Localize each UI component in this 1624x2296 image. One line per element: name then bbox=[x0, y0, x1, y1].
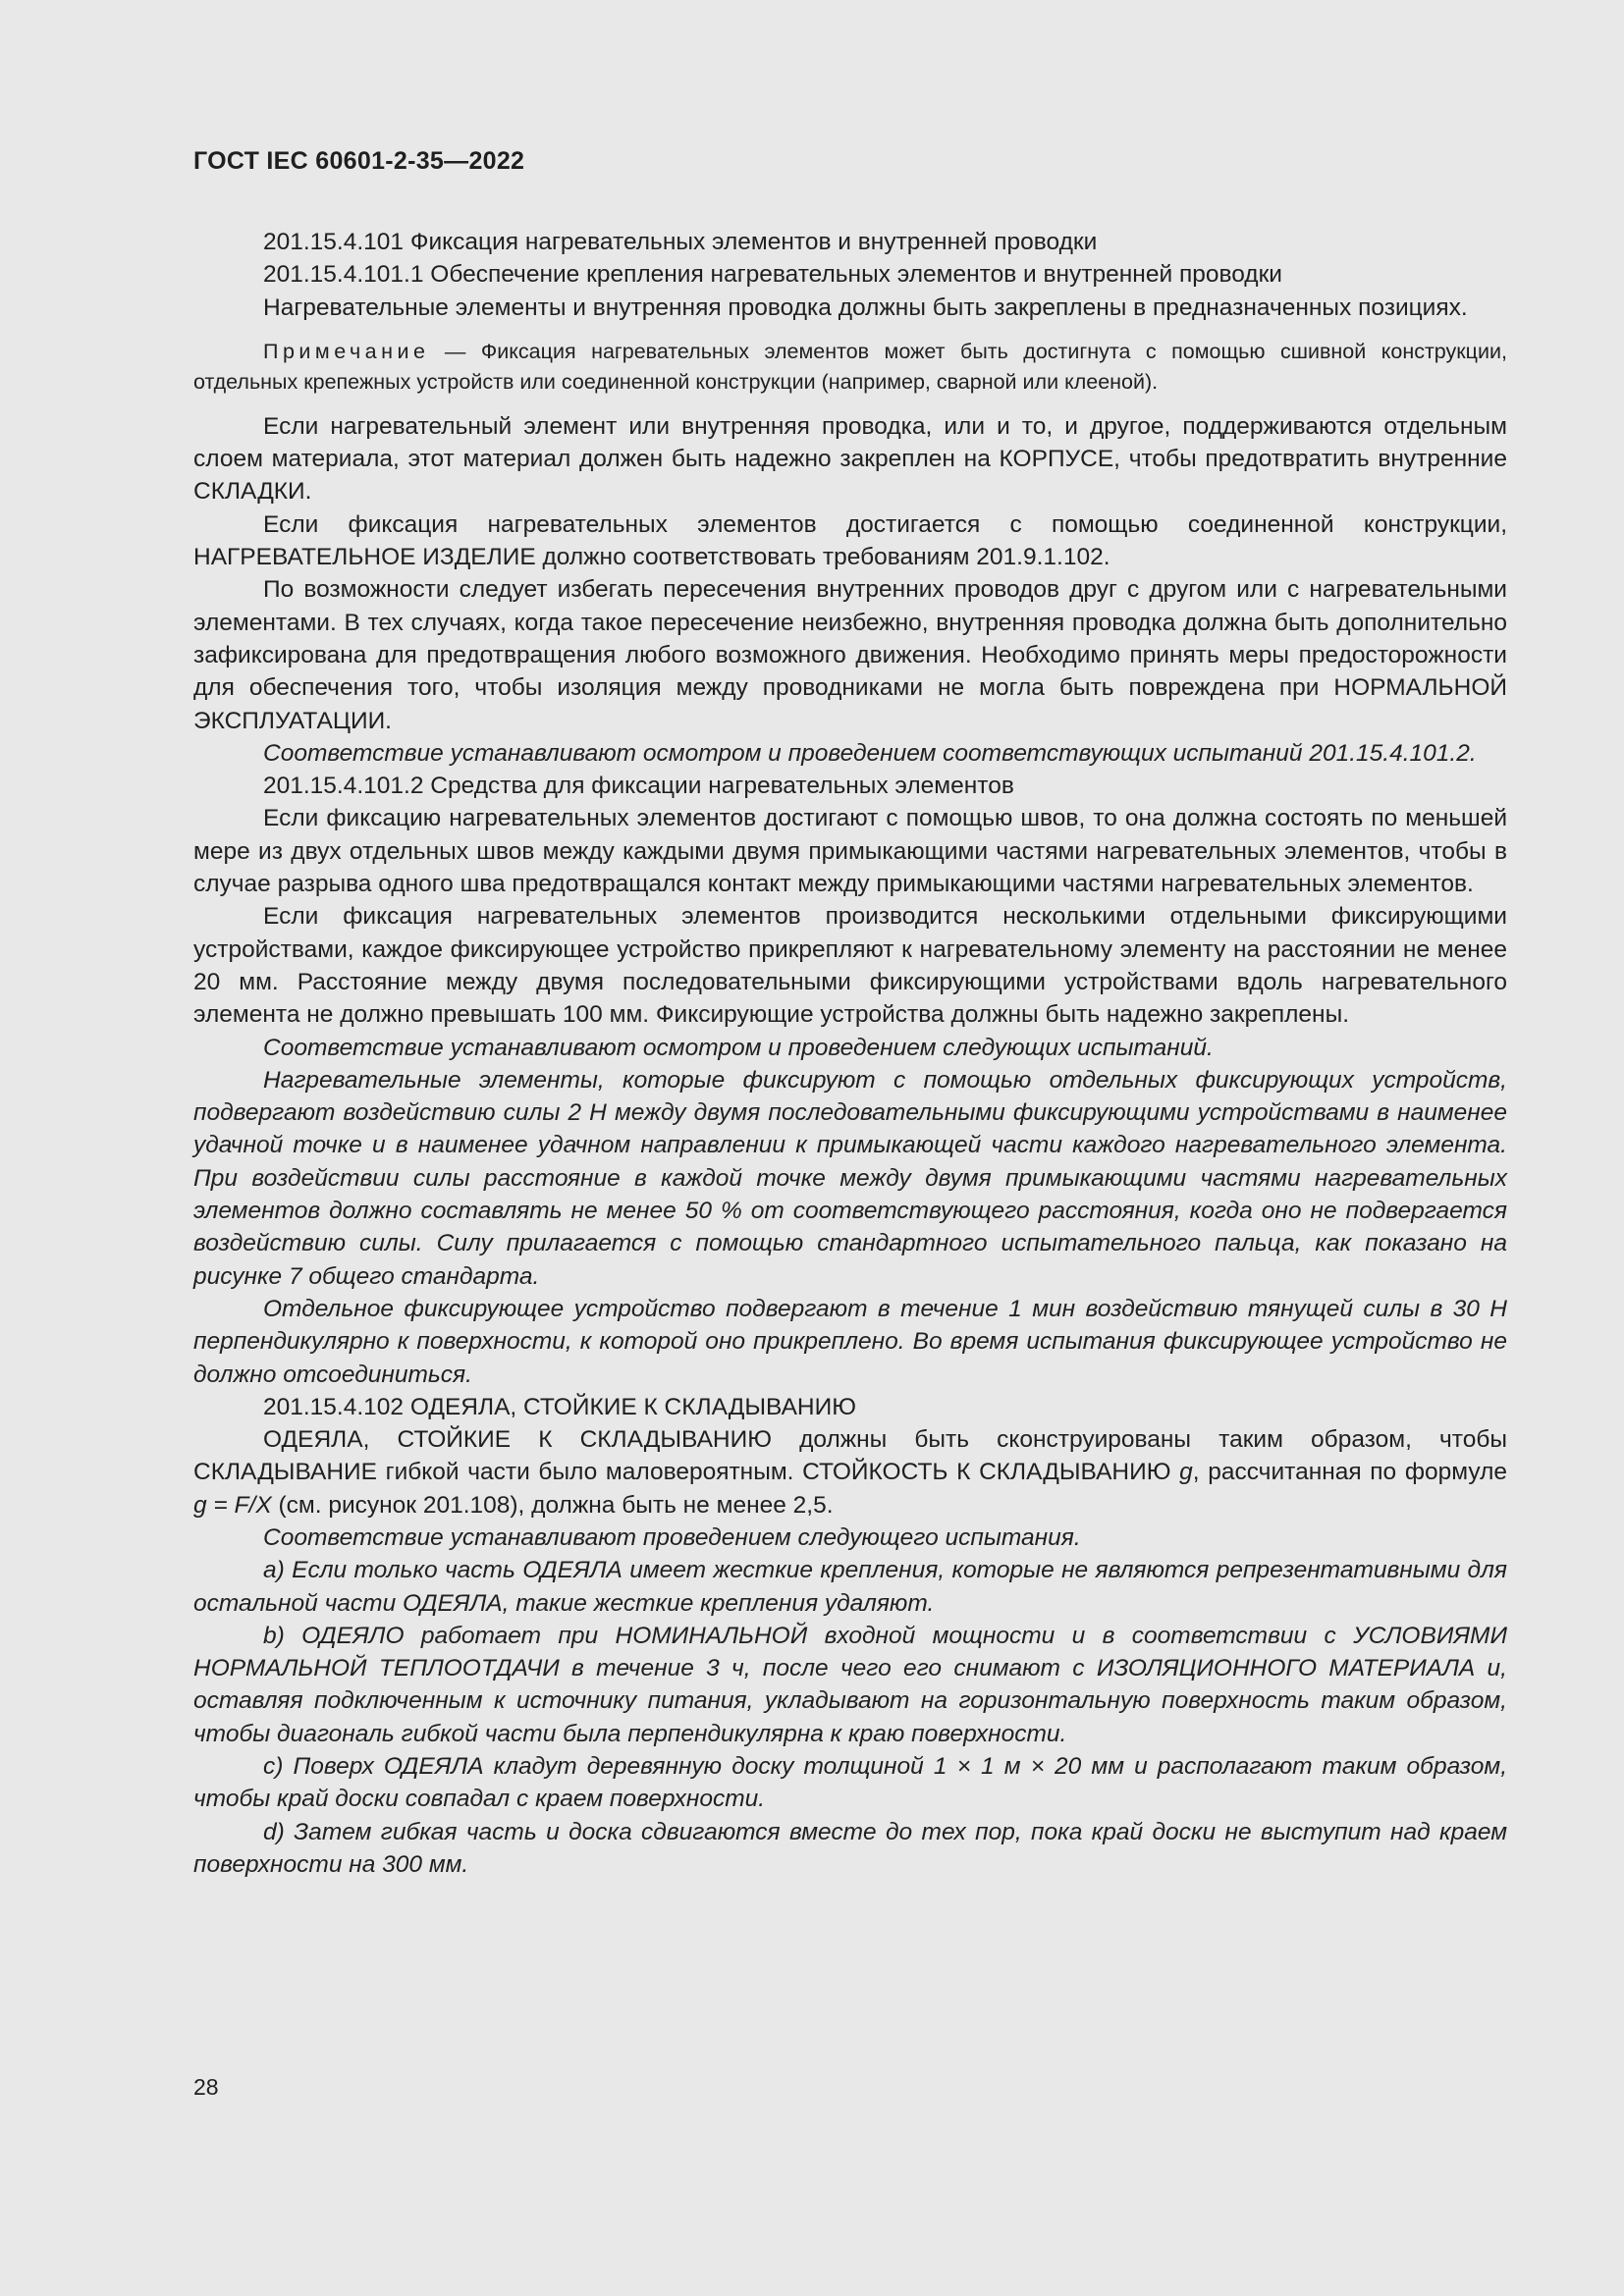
page-number: 28 bbox=[193, 2074, 219, 2100]
clause-heading-201-15-4-101: 201.15.4.101 Фиксация нагревательных элементов и внутренней проводки bbox=[263, 229, 1098, 255]
clause-heading-201-15-4-102: 201.15.4.102 ОДЕЯЛА, СТОЙКИЕ К СКЛАДЫВАНИЮ bbox=[263, 1393, 856, 1420]
test-step-a: a) Если только часть ОДЕЯЛА имеет жесткие крепления, которые не являются репрезентативными для остальной части ОДЕЯЛА, такие жесткие крепления удаляют. bbox=[193, 1557, 1507, 1617]
formula-text-2: , рассчитанная по формуле bbox=[1192, 1459, 1507, 1486]
compliance-paragraph: Соответствие устанавливают осмотром и проведением следующих испытаний. bbox=[263, 1034, 1214, 1061]
note-text: — Фиксация нагревательных элементов может быть достигнута с помощью сшивной конструкции, отдельных крепежных устройств или соединенной конструкции (например, сварной или клееной). bbox=[193, 339, 1507, 394]
test-step-c: c) Поверх ОДЕЯЛА кладут деревянную доску толщиной 1 × 1 м × 20 мм и располагают таким образом, чтобы край доски совпадал с краем поверхности. bbox=[193, 1753, 1507, 1813]
note bbox=[193, 337, 1507, 398]
paragraph: Если нагревательный элемент или внутренняя проводка, или и то, и другое, поддерживаются отдельным слоем материала, этот материал должен быть надежно закреплен на КОРПУСЕ, чтобы предотвратить внутренние СКЛАДКИ. bbox=[193, 412, 1507, 506]
clause-heading-201-15-4-101-2: 201.15.4.101.2 Средства для фиксации нагревательных элементов bbox=[263, 773, 1014, 800]
formula-text-1: ОДЕЯЛА, СТОЙКИЕ К СКЛАДЫВАНИЮ должны быть сконструированы таким образом, чтобы СКЛАДЫВАНИЕ гибкой части было маловероятным. СТОЙКОСТЬ К СКЛАДЫВАНИЮ bbox=[193, 1426, 1507, 1486]
paragraph: Если фиксация нагревательных элементов производится несколькими отдельными фиксирующими устройствами, каждое фиксирующее устройство прикрепляют к нагревательному элементу на расстоянии не менее 20 мм. Расстояние между двумя последовательными фиксирующими устройствами вдоль нагревательного элемента не должно превышать 100 мм. Фиксирующие устройства должны быть надежно закреплены. bbox=[193, 903, 1507, 1029]
test-step-d: d) Затем гибкая часть и доска сдвигаются вместе до тех пор, пока край доски не выступит над краем поверхности на 300 мм. bbox=[193, 1818, 1507, 1878]
test-paragraph: Нагревательные элементы, которые фиксируют с помощью отдельных фиксирующих устройств, подвергают воздействию силы 2 Н между двумя последовательными фиксирующими устройствами в наименее удачной точке и в наименее удачном направлении к примыкающей части каждого нагревательного элемента. При воздействии силы расстояние в каждой точке между двумя примыкающими частями нагревательных элементов должно составлять не менее 50 % от соответствующего расстояния, когда оно не подвергается воздействию силы. Силу прилагается с помощью стандартного испытательного пальца, как показано на рисунке 7 общего стандарта. bbox=[193, 1066, 1507, 1290]
paragraph: По возможности следует избегать пересечения внутренних проводов друг с другом или с нагревательными элементами. В тех случаях, когда такое пересечение неизбежно, внутренняя проводка должна быть дополнительно зафиксирована для предотвращения любого возможного движения. Необходимо принять меры предосторожности для обеспечения того, чтобы изоляция между проводниками не могла быть повреждена при НОРМАЛЬНОЙ ЭКСПЛУАТАЦИИ. bbox=[193, 576, 1507, 734]
standard-designation: ГОСТ IEC 60601-2-35—2022 bbox=[193, 147, 525, 175]
clause-heading-201-15-4-101-1: 201.15.4.101.1 Обеспечение крепления нагревательных элементов и внутренней проводки bbox=[263, 261, 1282, 289]
compliance-paragraph: Соответствие устанавливают осмотром и проведением соответствующих испытаний 201.15.4.101.2. bbox=[263, 739, 1477, 767]
document-body bbox=[193, 226, 1507, 1881]
paragraph: Нагревательные элементы и внутренняя проводка должны быть закреплены в предназначенных позициях. bbox=[263, 294, 1468, 321]
formula-paragraph bbox=[193, 1423, 1507, 1522]
formula-symbol: g bbox=[1179, 1459, 1193, 1486]
compliance-paragraph: Соответствие устанавливают проведением следующего испытания. bbox=[263, 1523, 1081, 1551]
formula-text-3: (см. рисунок 201.108), должна быть не менее 2,5. bbox=[271, 1491, 834, 1519]
note-label: Примечание bbox=[263, 339, 430, 363]
formula: g = F/X bbox=[193, 1491, 272, 1519]
test-step-b: b) ОДЕЯЛО работает при НОМИНАЛЬНОЙ входной мощности и в соответствии с УСЛОВИЯМИ НОРМАЛЬНОЙ ТЕПЛООТДАЧИ в течение 3 ч, после чего его снимают с ИЗОЛЯЦИОННОГО МАТЕРИАЛА и, оставляя подключенным к источнику питания, укладывают на горизонтальную поверхность таким образом, чтобы диагональ гибкой части была перпендикулярна к краю поверхности. bbox=[193, 1622, 1507, 1747]
test-paragraph: Отдельное фиксирующее устройство подвергают в течение 1 мин воздействию тянущей силы в 30 Н перпендикулярно к поверхности, к которой оно прикреплено. Во время испытания фиксирующее устройство не должно отсоединиться. bbox=[193, 1295, 1507, 1388]
paragraph: Если фиксацию нагревательных элементов достигают с помощью швов, то она должна состоять по меньшей мере из двух отдельных швов между каждыми двумя примыкающими частями нагревательных элементов, чтобы в случае разрыва одного шва предотвращался контакт между примыкающими частями нагревательных элементов. bbox=[193, 805, 1507, 898]
paragraph: Если фиксация нагревательных элементов достигается с помощью соединенной конструкции, НАГРЕВАТЕЛЬНОЕ ИЗДЕЛИЕ должно соответствовать требованиям 201.9.1.102. bbox=[193, 510, 1507, 571]
